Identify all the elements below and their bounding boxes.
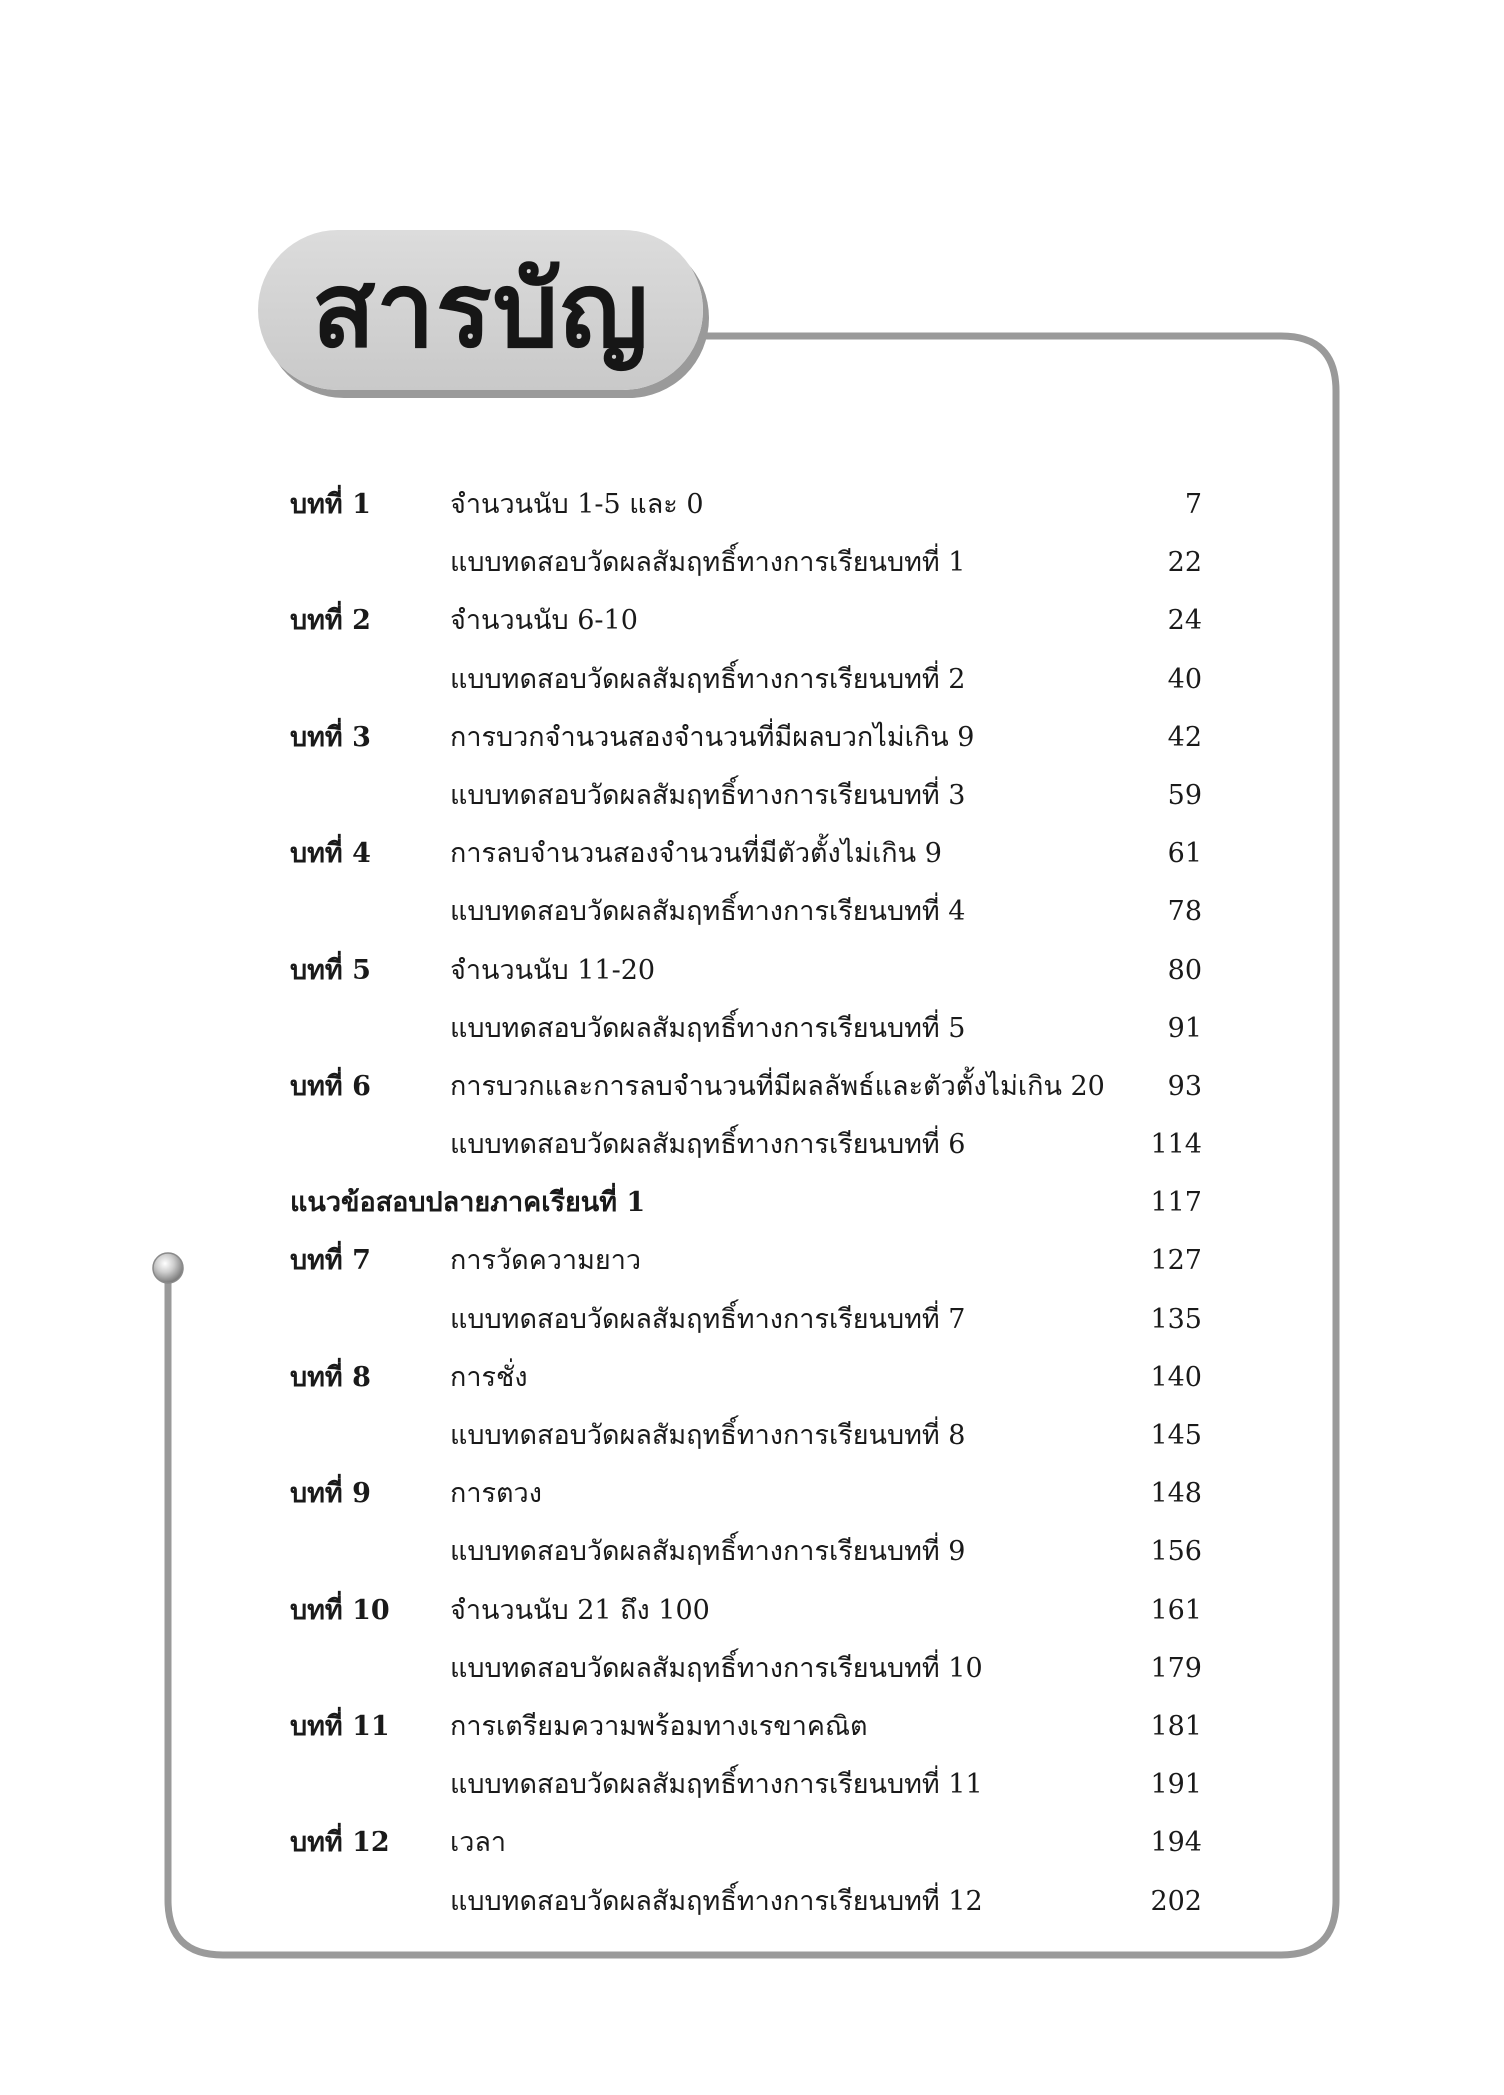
toc-row xyxy=(290,1640,1202,1698)
toc-row xyxy=(290,883,1202,941)
toc-page-number: 78 xyxy=(1167,896,1202,928)
toc-row xyxy=(290,651,1202,709)
toc-page-number: 127 xyxy=(1150,1245,1202,1277)
toc-exam-title: แนวข้อสอบปลายภาคเรียนที่ 1 xyxy=(290,1187,646,1219)
toc-page-number: 40 xyxy=(1167,663,1202,695)
toc-chapter-label: บทที่ 12 xyxy=(290,1827,390,1859)
toc-row xyxy=(290,1698,1202,1756)
toc-chapter-label: บทที่ 8 xyxy=(290,1361,371,1393)
title-banner xyxy=(258,230,703,390)
toc-page-number: 59 xyxy=(1167,779,1202,811)
toc-entry-title: แบบทดสอบวัดผลสัมฤทธิ์ทางการเรียนบทที่ 12 xyxy=(450,1885,983,1917)
toc-row xyxy=(290,1116,1202,1174)
toc-entry-title: การบวกและการลบจำนวนที่มีผลลัพธ์และตัวตั้งไม่เกิน 20 xyxy=(450,1070,1105,1102)
toc-row xyxy=(290,825,1202,883)
toc-page-number: 181 xyxy=(1150,1710,1202,1742)
toc-chapter-label: บทที่ 9 xyxy=(290,1478,371,1510)
toc-page-number: 114 xyxy=(1150,1129,1202,1161)
toc-page-number: 24 xyxy=(1167,605,1202,637)
toc-page-number: 135 xyxy=(1150,1303,1202,1335)
frame-ball xyxy=(153,1253,183,1283)
toc-entry-title: แบบทดสอบวัดผลสัมฤทธิ์ทางการเรียนบทที่ 9 xyxy=(450,1536,966,1568)
toc-page-number: 191 xyxy=(1150,1769,1202,1801)
toc-row xyxy=(290,1465,1202,1523)
toc-page-number: 156 xyxy=(1150,1536,1202,1568)
toc-entry-title: แบบทดสอบวัดผลสัมฤทธิ์ทางการเรียนบทที่ 11 xyxy=(450,1769,983,1801)
toc-row xyxy=(290,767,1202,825)
toc-row xyxy=(290,1058,1202,1116)
toc-entry-title: แบบทดสอบวัดผลสัมฤทธิ์ทางการเรียนบทที่ 10 xyxy=(450,1652,983,1684)
toc-row xyxy=(290,1756,1202,1814)
toc-page-number: 91 xyxy=(1167,1012,1202,1044)
toc-chapter-label: บทที่ 5 xyxy=(290,954,371,986)
toc-entry-title: แบบทดสอบวัดผลสัมฤทธิ์ทางการเรียนบทที่ 2 xyxy=(450,663,966,695)
toc-row xyxy=(290,1582,1202,1640)
toc-entry-title: การบวกจำนวนสองจำนวนที่มีผลบวกไม่เกิน 9 xyxy=(450,721,975,753)
page-title: สารบัญ xyxy=(311,249,650,371)
toc-entry-title: แบบทดสอบวัดผลสัมฤทธิ์ทางการเรียนบทที่ 6 xyxy=(450,1129,966,1161)
toc-page-number: 140 xyxy=(1150,1361,1202,1393)
toc-entry-title: การชั่ง xyxy=(450,1361,528,1393)
toc-chapter-label: บทที่ 3 xyxy=(290,721,371,753)
toc-page-number: 148 xyxy=(1150,1478,1202,1510)
toc-row xyxy=(290,1174,1202,1232)
toc-entry-title: การวัดความยาว xyxy=(450,1245,642,1277)
toc-row xyxy=(290,1523,1202,1581)
toc-entry-title: จำนวนนับ 6-10 xyxy=(450,605,638,637)
toc-page-number: 179 xyxy=(1150,1652,1202,1684)
toc-entry-title: การลบจำนวนสองจำนวนที่มีตัวตั้งไม่เกิน 9 xyxy=(450,838,942,870)
toc-page-number: 93 xyxy=(1167,1070,1202,1102)
toc-row xyxy=(290,1291,1202,1349)
toc-row xyxy=(290,1349,1202,1407)
toc-page-number: 61 xyxy=(1167,838,1202,870)
toc-row xyxy=(290,942,1202,1000)
toc-row xyxy=(290,476,1202,534)
toc-entry-title: แบบทดสอบวัดผลสัมฤทธิ์ทางการเรียนบทที่ 1 xyxy=(450,547,966,579)
toc-entry-title: แบบทดสอบวัดผลสัมฤทธิ์ทางการเรียนบทที่ 3 xyxy=(450,779,966,811)
toc-row xyxy=(290,534,1202,592)
toc-page-number: 202 xyxy=(1150,1885,1202,1917)
toc-page-number: 42 xyxy=(1167,721,1202,753)
toc-row xyxy=(290,1000,1202,1058)
toc-row xyxy=(290,592,1202,650)
toc-row xyxy=(290,1814,1202,1872)
toc-entry-title: จำนวนนับ 1-5 และ 0 xyxy=(450,489,704,520)
toc-page-number: 117 xyxy=(1150,1187,1202,1219)
toc-entry-title: จำนวนนับ 11-20 xyxy=(450,954,656,986)
toc-entry-title: แบบทดสอบวัดผลสัมฤทธิ์ทางการเรียนบทที่ 4 xyxy=(450,896,966,928)
toc-chapter-label: บทที่ 2 xyxy=(290,605,371,637)
toc-row xyxy=(290,1873,1202,1931)
toc-entry-title: การเตรียมความพร้อมทางเรขาคณิต xyxy=(450,1710,868,1742)
toc-entry-title: การตวง xyxy=(450,1478,542,1510)
toc-page-number: 161 xyxy=(1150,1594,1202,1626)
toc-page-number: 194 xyxy=(1150,1827,1202,1859)
toc-chapter-label: บทที่ 4 xyxy=(290,838,371,870)
toc-chapter-label: บทที่ 1 xyxy=(290,489,371,520)
table-of-contents xyxy=(290,476,1202,1931)
toc-chapter-label: บทที่ 7 xyxy=(290,1245,371,1277)
toc-page-number: 145 xyxy=(1150,1420,1202,1451)
toc-chapter-label: บทที่ 11 xyxy=(290,1710,390,1742)
toc-entry-title: แบบทดสอบวัดผลสัมฤทธิ์ทางการเรียนบทที่ 5 xyxy=(450,1012,966,1044)
toc-row xyxy=(290,709,1202,767)
toc-entry-title: แบบทดสอบวัดผลสัมฤทธิ์ทางการเรียนบทที่ 7 xyxy=(450,1303,966,1335)
toc-entry-title: จำนวนนับ 21 ถึง 100 xyxy=(450,1594,710,1626)
toc-page-number: 80 xyxy=(1167,954,1202,986)
toc-row xyxy=(290,1407,1202,1465)
toc-page-number: 7 xyxy=(1184,489,1202,520)
toc-entry-title: เวลา xyxy=(450,1827,507,1859)
toc-row xyxy=(290,1232,1202,1290)
toc-page-number: 22 xyxy=(1167,547,1202,579)
toc-chapter-label: บทที่ 6 xyxy=(290,1070,371,1102)
toc-entry-title: แบบทดสอบวัดผลสัมฤทธิ์ทางการเรียนบทที่ 8 xyxy=(450,1420,966,1451)
toc-chapter-label: บทที่ 10 xyxy=(290,1594,390,1626)
